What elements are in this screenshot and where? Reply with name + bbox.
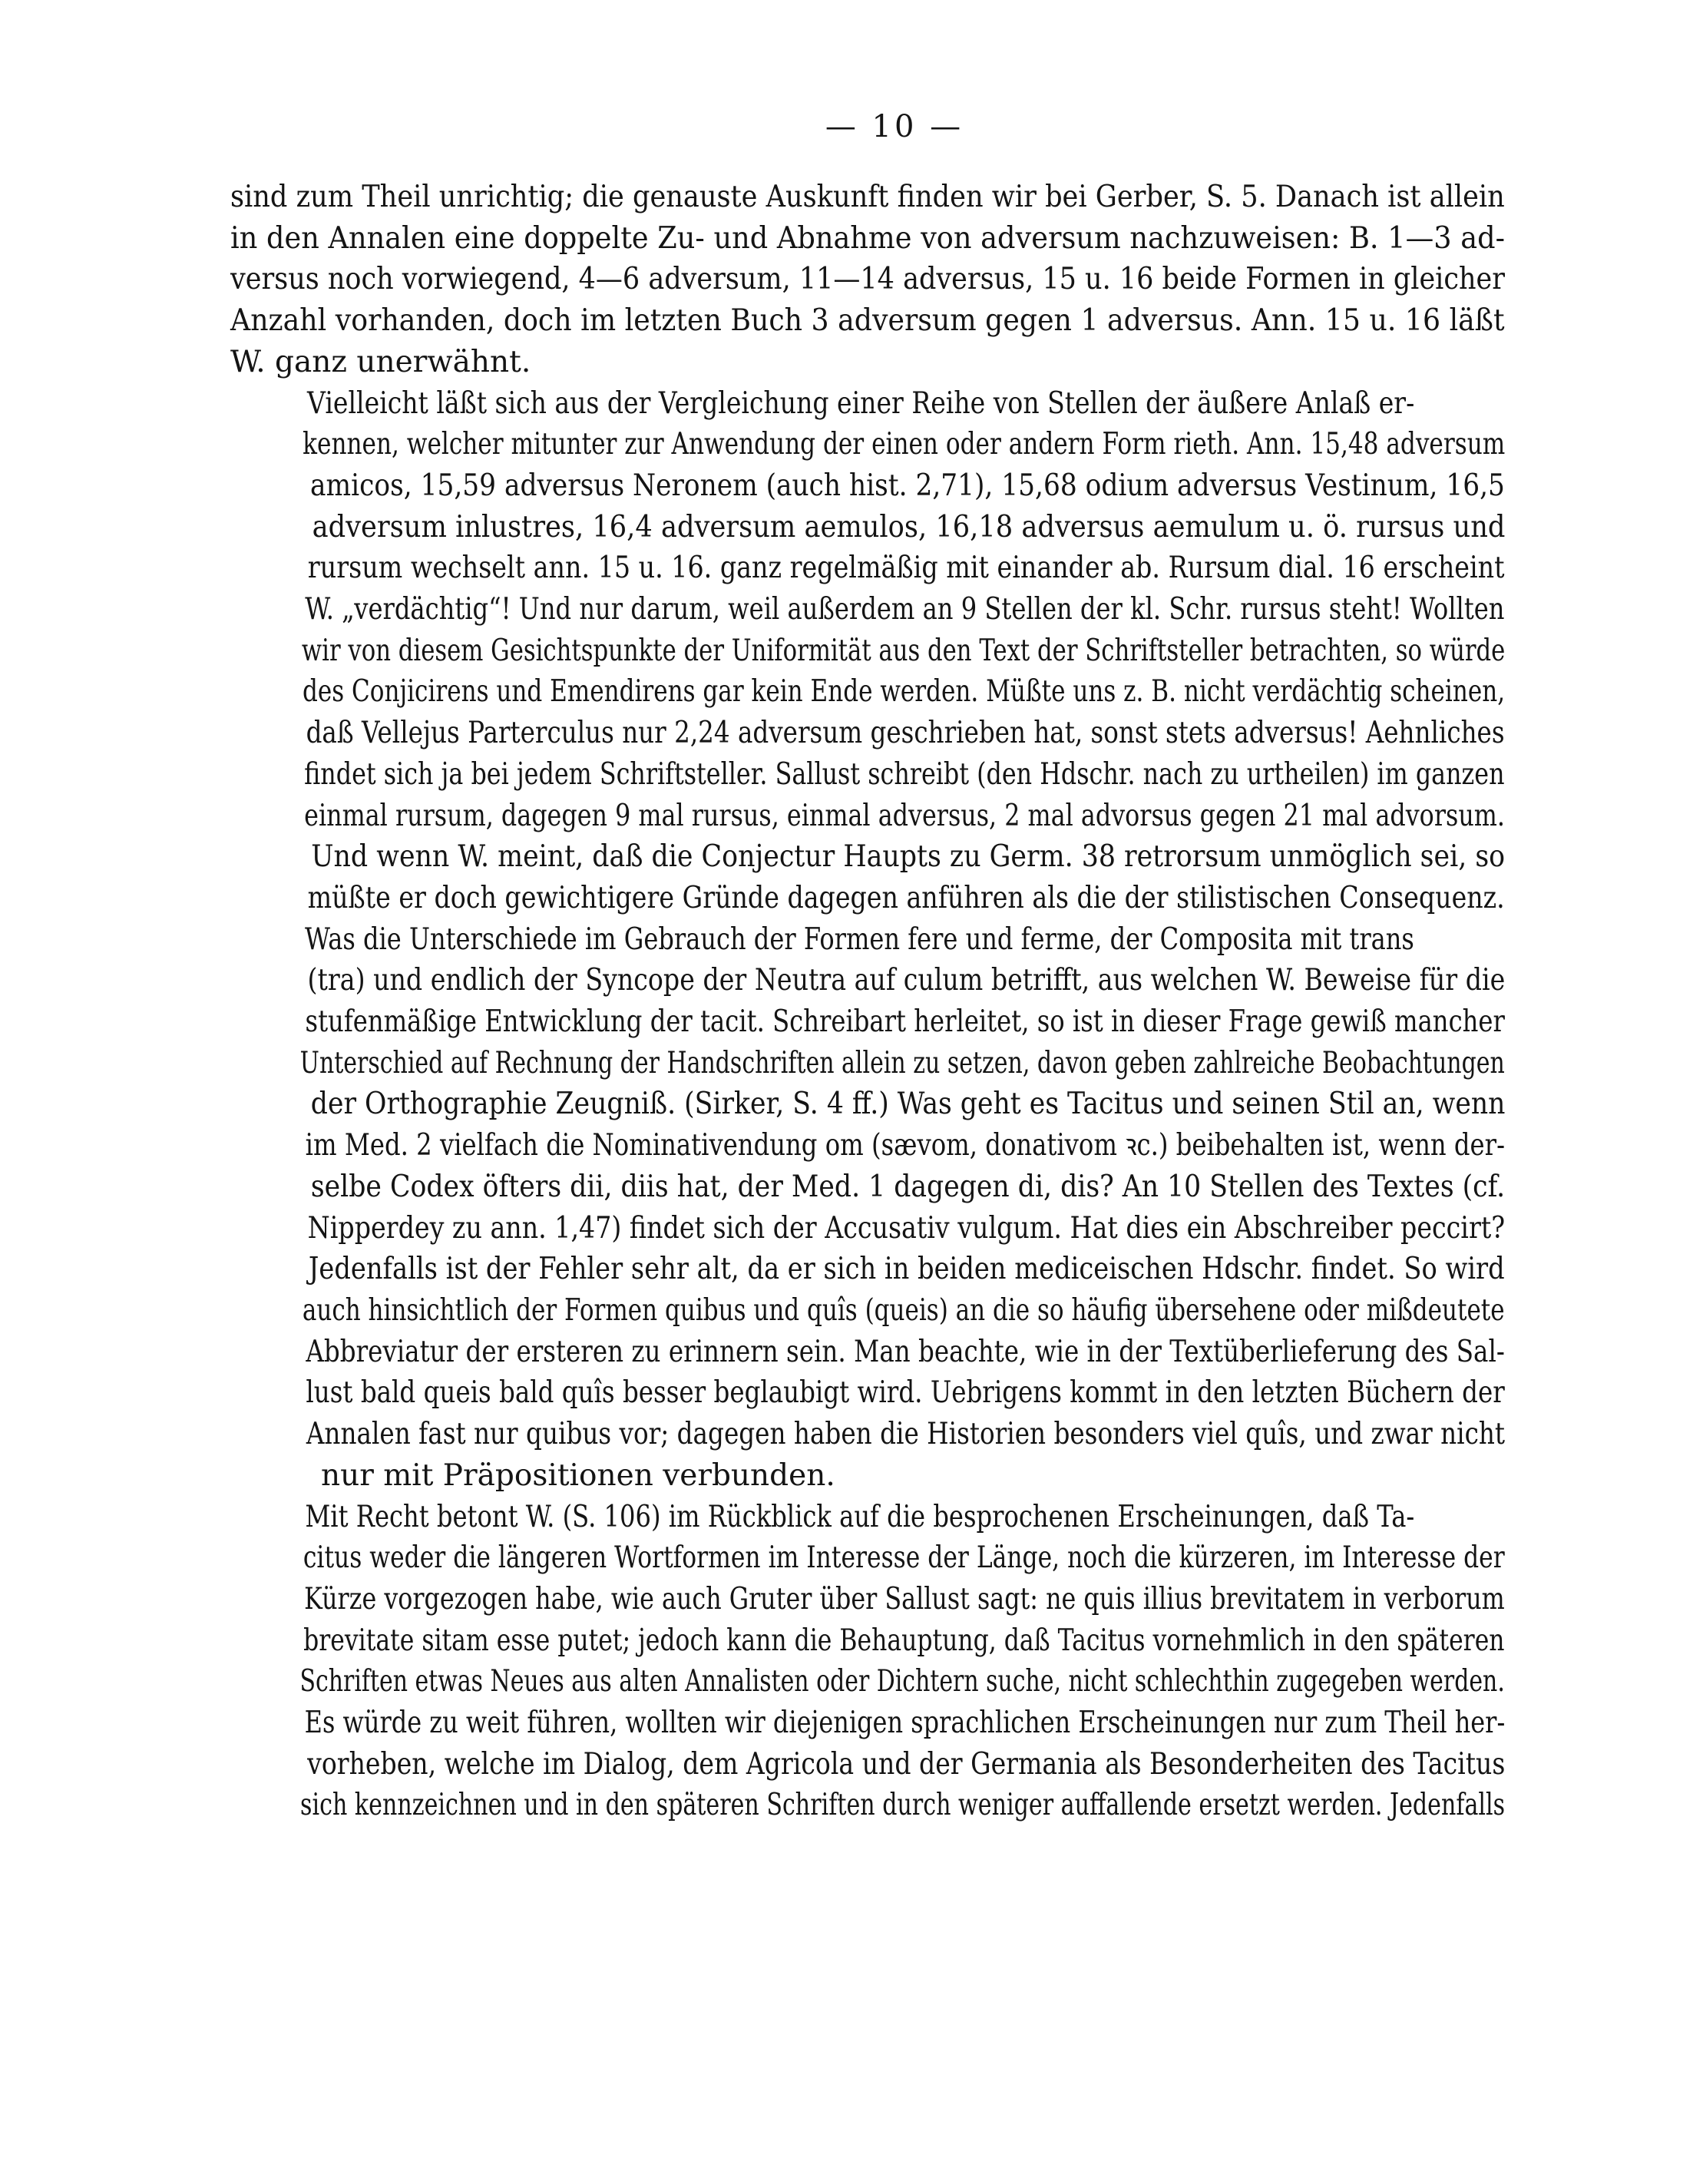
text-line: des Conjicirens und Emendirens gar kein Ende werden. Müßte uns z. B. nicht verdächtig scheinen, [302,674,1506,710]
text-line: Und wenn W. meint, daß die Conjectur Haupts zu Germ. 38 retrorsum unmöglich sei, so [311,839,1506,875]
text-line: müßte er doch gewichtigere Gründe dagegen anführen als die der stilistischen Consequenz. [307,880,1505,915]
text-line: citus weder die längeren Wortformen im Interesse der Länge, noch die kürzeren, im Interesse der [303,1540,1505,1576]
page-number: — 10 — [825,109,964,144]
paragraph [230,1497,1505,1827]
text-line: brevitate sitam esse putet; jedoch kann die Behauptung, daß Tacitus vornehmlich in den späteren [303,1623,1505,1658]
text-line: versus noch vorwiegend, 4—6 adversum, 11—14 adversus, 15 u. 16 beide Formen in gleicher [230,262,1505,297]
text-line: lust bald queis bald quîs besser beglaubigt wird. Uebrigens kommt in den letzten Büchern der [306,1375,1505,1411]
text-line: Abbreviatur der ersteren zu erinnern sein. Man beachte, wie in der Textüberlieferung des Sal- [306,1334,1505,1369]
text-line: selbe Codex öfters dii, diis hat, der Med. 1 dagegen di, dis? An 10 Stellen des Textes (cf. [310,1169,1506,1204]
text-line: einmal rursum, dagegen 9 mal rursus, einmal adversus, 2 mal advorsus gegen 21 mal advorsum. [304,798,1506,833]
text-line: in den Annalen eine doppelte Zu- und Abnahme von adversum nachzuweisen: B. 1—3 ad- [230,220,1506,256]
text-line: wir von diesem Gesichtspunkte der Uniformität aus den Text der Schriftsteller betrachten, so würde [301,633,1506,668]
paragraph [230,177,1505,383]
text-line: Anzahl vorhanden, doch im letzten Buch 3 adversum gegen 1 adversus. Ann. 15 u. 16 läßt [230,303,1505,339]
text-line: Mit Recht betont W. (S. 106) im Rückblick auf die besprochenen Erscheinungen, daß Ta- [305,1499,1415,1534]
text-line: adversum inlustres, 16,4 adversum aemulos, 16,18 adversus aemulum u. ö. rursus und [312,509,1506,544]
text-line: auch hinsichtlich der Formen quibus und quîs (queis) an die so häufig übersehene oder mißdeutete [302,1292,1505,1328]
text-line: der Orthographie Zeugniß. (Sirker, S. 4 ff.) Was geht es Tacitus und seinen Stil an, wenn [310,1087,1506,1122]
text-line: rursum wechselt ann. 15 u. 16. ganz regelmäßig mit einander ab. Rursum dial. 16 erscheint [307,551,1505,586]
text-line: W. ganz unerwähnt. [230,344,531,379]
text-line: vorheben, welche im Dialog, dem Agricola und der Germania als Besonderheiten des Tacitus [307,1746,1506,1782]
text-line: nur mit Präpositionen verbunden. [321,1458,835,1493]
text-line: Annalen fast nur quibus vor; dagegen haben die Historien besonders viel quîs, und zwar nicht [306,1417,1506,1452]
text-line: Es würde zu weit führen, wollten wir diejenigen sprachlichen Erscheinungen nur zum Theil her- [304,1706,1506,1741]
text-line: Kürze vorgezogen habe, wie auch Gruter über Sallust sagt: ne quis illius brevitatem in verborum [304,1581,1505,1616]
text-line: Nipperdey zu ann. 1,47) findet sich der Accusativ vulgum. Hat dies ein Abschreiber peccirt? [307,1210,1506,1246]
paragraph [230,383,1505,919]
text-line: W. „verdächtig“! Und nur darum, weil außerdem an 9 Stellen der kl. Schr. rursus steht! Wollten [305,592,1505,627]
text-line: daß Vellejus Parterculus nur 2,24 adversum geschrieben hat, sonst stets adversus! Aehnliches [306,716,1505,751]
text-line: stufenmäßige Entwicklung der tacit. Schreibart herleitet, so ist in dieser Frage gewiß mancher [305,1004,1505,1040]
text-line: kennen, welcher mitunter zur Anwendung der einen oder andern Form rieth. Ann. 15,48 adversum [303,427,1506,462]
text-line: Unterschied auf Rechnung der Handschriften allein zu setzen, davon geben zahlreiche Beobachtungen [299,1045,1505,1080]
text-line: amicos, 15,59 adversus Neronem (auch hist. 2,71), 15,68 odium adversus Vestinum, 16,5 [310,468,1505,503]
text-line: Was die Unterschiede im Gebrauch der Formen fere und ferme, der Composita mit trans [305,922,1414,957]
text-line: im Med. 2 vielfach die Nominativendung om (sævom, donativom ꝛc.) beibehalten ist, wenn der- [305,1128,1505,1163]
paragraph [230,919,1505,1497]
text-line: (tra) und endlich der Syncope der Neutra auf culum betrifft, aus welchen W. Beweise für die [307,963,1506,998]
text-line: findet sich ja bei jedem Schriftsteller. Sallust schreibt (den Hdschr. nach zu urtheilen) im ganzen [304,756,1505,792]
text-line: Jedenfalls ist der Fehler sehr alt, da er sich in beiden mediceischen Hdschr. findet. So wird [308,1252,1505,1287]
text-line: sich kennzeichnen und in den späteren Schriften durch weniger auffallende ersetzt werden. Jedenfalls [300,1788,1506,1823]
text-line: Schriften etwas Neues aus alten Annalisten oder Dichtern suche, nicht schlechthin zugegeben werden. [299,1664,1505,1699]
body-text [230,177,1505,1826]
text-line: Vielleicht läßt sich aus der Vergleichung einer Reihe von Stellen der äußere Anlaß er- [307,386,1415,421]
text-line: sind zum Theil unrichtig; die genauste Auskunft finden wir bei Gerber, S. 5. Danach ist allein [230,180,1505,214]
